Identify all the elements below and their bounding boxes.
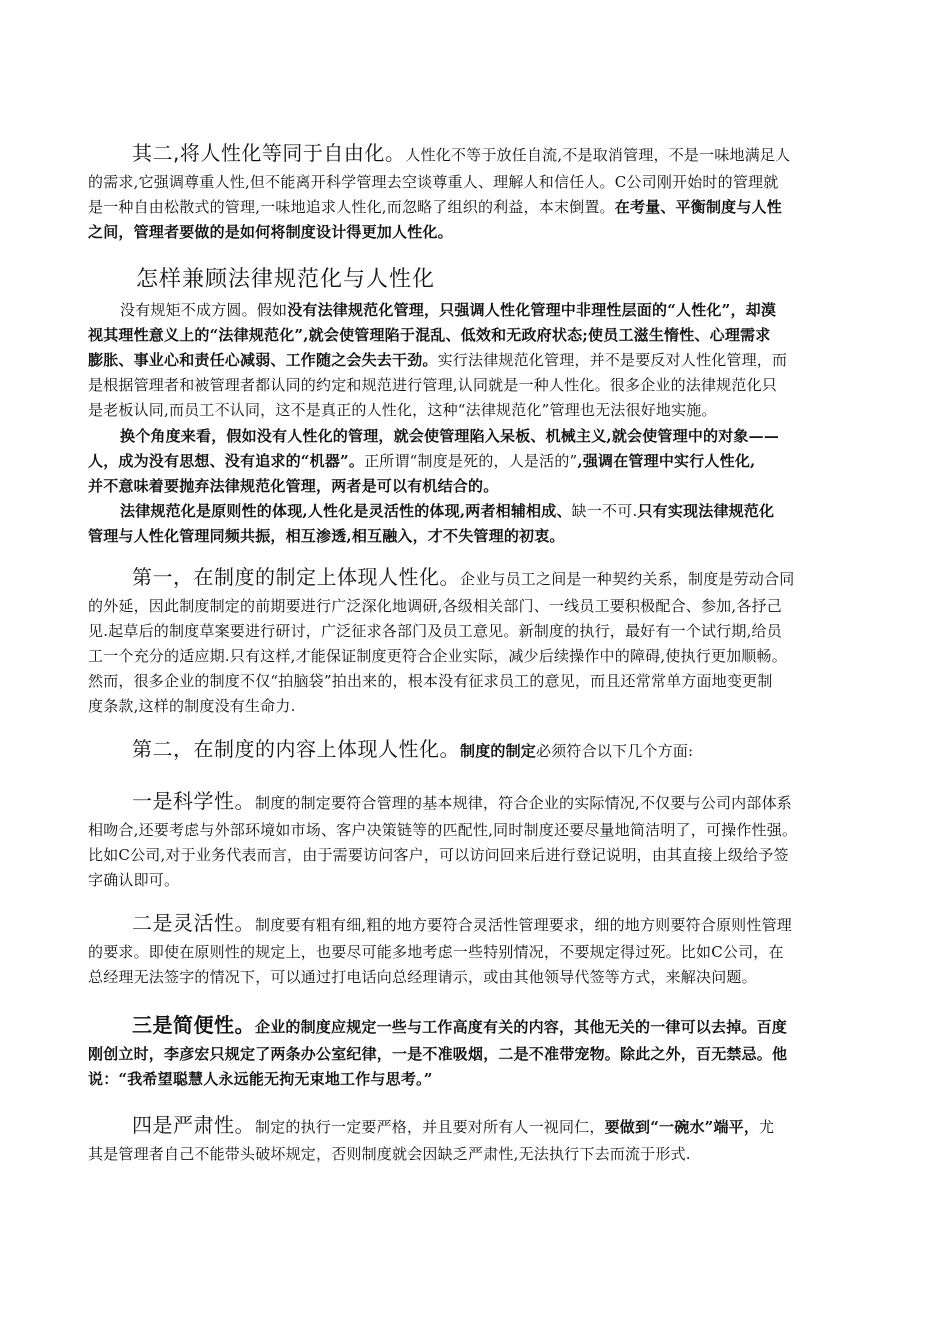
paragraph-1-line-5: 是老板认同,而员工不认同，这不是真正的人性化，这种“法律规范化”管理也无法很好地实施。 xyxy=(88,401,717,419)
section-formulation-line-4: 工一个充分的适应期.只有这样,才能保证制度更符合企业实际，减少后续操作中的障碍,使执行更加顺畅。 xyxy=(88,647,787,665)
text-span: 法律规范化是原则性的体现,人性化是灵活性的体现,两者相辅相成、 xyxy=(120,502,572,520)
section-content xyxy=(88,732,860,766)
text-span: 人，成为没有思想、没有追求的“机器”。 xyxy=(88,452,365,470)
section-formulation-line-2: 的外延，因此制度制定的前期要进行广泛深化地调研,各级相关部门、一线员工要积极配合、参加,各抒己 xyxy=(88,597,782,615)
paragraph-2-line-1: 换个角度来看，假如没有人性化的管理，就会使管理陷入呆板、机械主义,就会使管理中的对象—— xyxy=(120,427,780,445)
text-span: 膨胀、事业心和责任心减弱、工作随之会失去干劲。 xyxy=(88,351,438,369)
section-scientific-lead: 一是科学性。 xyxy=(132,789,255,813)
text-span: 没有法律规范化管理，只强调人性化管理中非理性层面的“人性化”，却漠 xyxy=(287,301,777,319)
section-scientific xyxy=(88,784,860,893)
paragraph-2 xyxy=(88,424,860,499)
section-simple-line-1 xyxy=(88,1008,860,1042)
section-flexible xyxy=(88,906,860,990)
text-span: 制度要有粗有细,粗的地方要符合灵活性管理要求，细的地方则要符合原则性管理 xyxy=(255,916,792,934)
text-span: 制度的制定要符合管理的基本规律，符合企业的实际情况,不仅要与公司内部体系 xyxy=(255,794,792,812)
section-heading: 怎样兼顾法律规范化与人性化 xyxy=(136,267,436,292)
paragraph-3-line-2: 管理与人性化管理同频共振，相互渗透,相互融入，才不失管理的初衷。 xyxy=(88,527,565,545)
text-span: 企业与员工之间是一种契约关系，制度是劳动合同 xyxy=(460,570,795,588)
text-span: 制定的执行一定要严格，并且要对所有人一视同仁， xyxy=(255,1118,605,1136)
text-span: 人性化不等于放任自流,不是取消管理，不是一味地满足人 xyxy=(405,146,791,164)
text-span: 没有规矩不成方圆。假如 xyxy=(120,301,288,319)
section-simple xyxy=(88,1008,860,1092)
section-freedom xyxy=(88,136,860,245)
text-span: 是一种自由松散式的管理,一味地追求人性化,而忽略了组织的利益，本末倒置。 xyxy=(88,198,615,216)
paragraph-1-line-4: 是根据管理者和被管理者都认同的约定和规范进行管理,认同就是一种人性化。很多企业的法律规范化只 xyxy=(88,376,777,394)
paragraph-2-line-2 xyxy=(88,449,860,474)
section-scientific-line-4: 字确认即可。 xyxy=(88,871,180,889)
text-span: 实行法律规范化管理，并不是要反对人性化管理，而 xyxy=(437,351,788,369)
section-flexible-line-1 xyxy=(88,906,860,940)
section-serious xyxy=(88,1108,860,1167)
section-formulation xyxy=(88,560,860,719)
section-simple-line-3: 说：“我希望聪慧人永远能无拘无束地工作与思考。” xyxy=(88,1070,433,1088)
paragraph-1-line-1 xyxy=(88,298,860,323)
section-scientific-line-1 xyxy=(88,784,860,818)
text-span: 要做到“一碗水”端平， xyxy=(604,1118,760,1136)
section-flexible-line-2: 的要求。即使在原则性的规定上，也要尽可能多地考虑一些特别情况，不要规定得过死。比如C公司，在 xyxy=(88,943,784,961)
section-freedom-line-2: 的需求,它强调尊重人性,但不能离开科学管理去空谈尊重人、理解人和信任人。C公司刚开始时的管理就 xyxy=(88,173,779,191)
paragraph-1-line-2: 视其理性意义上的“法律规范化”,就会使管理陷于混乱、低效和无政府状态;使员工滋生惰性、心理需求 xyxy=(88,326,771,344)
section-simple-lead: 三是简便性。 xyxy=(132,1013,255,1037)
section-simple-line-2: 刚创立时，李彦宏只规定了两条办公室纪律，一是不准吸烟，二是不准带宠物。除此之外，百无禁忌。他 xyxy=(88,1045,788,1063)
paragraph-3 xyxy=(88,499,860,549)
section-formulation-line-5: 然而，很多企业的制度不仅“拍脑袋”拍出来的，根本没有征求员工的意见，而且还常常单方面地变更制 xyxy=(88,672,773,690)
section-formulation-lead: 第一，在制度的制定上体现人性化。 xyxy=(132,565,460,589)
text-span: 只有实现法律规范化 xyxy=(637,502,775,520)
text-span: 尤 xyxy=(759,1118,775,1136)
text-span: 缺一不可. xyxy=(571,502,638,520)
section-freedom-lead: 其二,将人性化等同于自由化。 xyxy=(132,141,406,165)
section-flexible-line-3: 总经理无法签字的情况下，可以通过打电话向总经理请示，或由其他领导代签等方式，来解决问题。 xyxy=(88,968,757,986)
section-scientific-line-2: 相吻合,还要考虑与外部环境如市场、客户决策链等的匹配性,同时制度还要尽量地简洁明了，可操作性强。 xyxy=(88,821,798,839)
section-serious-line-1 xyxy=(88,1108,860,1142)
section-content-line-1 xyxy=(88,732,860,766)
paragraph-2-line-3: 并不意味着要抛弃法律规范化管理，两者是可以有机结合的。 xyxy=(88,477,499,495)
section-freedom-line-1 xyxy=(88,136,860,170)
section-scientific-line-3: 比如C公司,对于业务代表而言，由于需要访问客户，可以访问回来后进行登记说明，由其直接上级给予签 xyxy=(88,846,789,864)
paragraph-3-line-1 xyxy=(88,499,860,524)
section-formulation-line-6: 度条款,这样的制度没有生命力. xyxy=(88,697,296,715)
section-formulation-line-1 xyxy=(88,560,860,594)
section-content-lead: 第二，在制度的内容上体现人性化。 xyxy=(132,737,460,761)
text-span: 正所谓“制度是死的，人是活的” xyxy=(364,452,578,470)
text-span: 企业的制度应规定一些与工作高度有关的内容，其他无关的一律可以去掉。百度 xyxy=(255,1018,788,1036)
paragraph-1 xyxy=(88,298,860,423)
text-span: 必须符合以下几个方面: xyxy=(536,742,694,760)
section-flexible-lead: 二是灵活性。 xyxy=(132,911,255,935)
text-span: 制度的制定 xyxy=(460,742,537,760)
section-serious-lead: 四是严肃性。 xyxy=(132,1113,255,1137)
text-span: ,强调在管理中实行人性化, xyxy=(577,452,756,470)
paragraph-1-line-3 xyxy=(88,348,860,373)
section-freedom-line-4: 之间，管理者要做的是如何将制度设计得更加人性化。 xyxy=(88,223,453,241)
section-formulation-line-3: 见.起草后的制度草案要进行研讨，广泛征求各部门及员工意见。新制度的执行，最好有一个试行期,给员 xyxy=(88,622,782,640)
section-serious-line-2: 其是管理者自己不能带头破坏规定，否则制度就会因缺乏严肃性,无法执行下去而流于形式. xyxy=(88,1145,691,1163)
text-span: 在考量、平衡制度与人性 xyxy=(614,198,782,216)
section-freedom-line-3 xyxy=(88,195,860,220)
